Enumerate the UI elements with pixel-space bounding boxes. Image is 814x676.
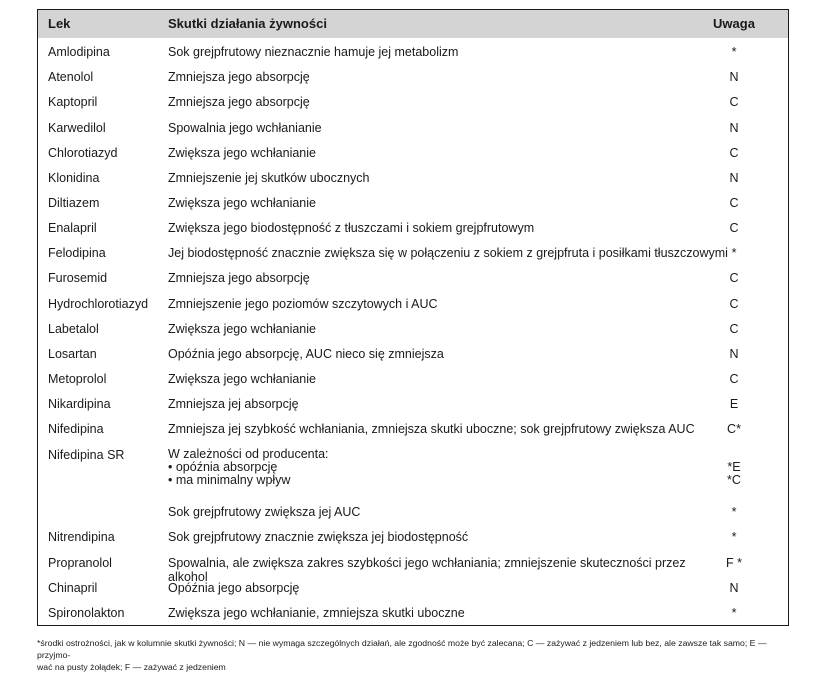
cell-uwaga: C <box>729 146 739 160</box>
drug-food-table <box>37 9 789 626</box>
cell-skutki: Zwiększa jego wchłanianie <box>168 146 316 160</box>
cell-lek: Atenolol <box>48 70 94 84</box>
cell-skutki <box>168 448 728 487</box>
cell-uwaga: N <box>729 70 739 84</box>
cell-skutki: Spowalnia jego wchłanianie <box>168 121 322 135</box>
header-lek: Lek <box>48 16 71 31</box>
cell-uwaga: C <box>729 271 739 285</box>
cell-lek: Propranolol <box>48 556 112 570</box>
cell-lek: Nifedipina <box>48 422 104 436</box>
cell-lek: Nitrendipina <box>48 530 115 544</box>
skutki-intro: W zależności od producenta: <box>168 447 329 461</box>
cell-uwaga: C <box>729 95 739 109</box>
cell-lek: Metoprolol <box>48 372 107 386</box>
cell-skutki: Zwiększa jego wchłanianie, zmniejsza skutki uboczne <box>168 606 465 620</box>
cell-uwaga: E <box>729 397 739 411</box>
cell-lek: Furosemid <box>48 271 108 285</box>
cell-skutki: Sok grejpfrutowy zwiększa jej AUC <box>168 505 361 519</box>
cell-skutki: Jej biodostępność znacznie zwiększa się w połączeniu z sokiem z grejpfruta i posiłkami tłuszczowymi <box>168 246 728 260</box>
footnote-line: *środki ostrożności, jak w kolumnie skutki żywności; N — nie wymaga szczególnych działań, ale zgodność może być zalecana; C — zażywać z jedzeniem lub bez, ale zawsze tak samo; E — przyjmo- <box>37 638 767 660</box>
cell-uwaga: * <box>731 530 737 544</box>
skutki-sub-item: • ma minimalny wpływ <box>168 473 291 487</box>
cell-lek: Amlodipina <box>48 45 110 59</box>
cell-uwaga: * <box>731 246 737 260</box>
cell-uwaga: F * <box>726 556 742 570</box>
cell-lek: Kaptopril <box>48 95 98 109</box>
header-uwaga: Uwaga <box>713 16 755 31</box>
cell-uwaga: N <box>729 347 739 361</box>
cell-uwaga: C <box>729 221 739 235</box>
cell-skutki: Zwiększa jego wchłanianie <box>168 196 316 210</box>
cell-skutki: Opóźnia jego absorpcję, AUC nieco się zmniejsza <box>168 347 444 361</box>
cell-lek: Felodipina <box>48 246 106 260</box>
cell-skutki: Zmniejszenie jego poziomów szczytowych i AUC <box>168 297 438 311</box>
cell-uwaga: C* <box>727 422 741 436</box>
cell-lek: Karwedilol <box>48 121 106 135</box>
skutki-sub-item: • opóźnia absorpcję <box>168 460 278 474</box>
cell-uwaga: * <box>731 606 737 620</box>
cell-uwaga: N <box>729 581 739 595</box>
cell-uwaga: C <box>729 322 739 336</box>
cell-lek: Nikardipina <box>48 397 111 411</box>
cell-skutki: Zwiększa jego wchłanianie <box>168 372 316 386</box>
cell-skutki: Spowalnia, ale zwiększa zakres szybkości jego wchłaniania; zmniejszenie skuteczności przez alkohol <box>168 556 686 584</box>
cell-skutki: Zmniejsza jego absorpcję <box>168 271 310 285</box>
cell-skutki: Zmniejsza jego absorpcję <box>168 70 310 84</box>
header-skutki: Skutki działania żywności <box>168 16 327 31</box>
cell-lek: Enalapril <box>48 221 97 235</box>
cell-uwaga: C <box>729 196 739 210</box>
cell-lek: Spironolakton <box>48 606 125 620</box>
table-header <box>38 10 788 38</box>
cell-skutki: Zmniejsza jej szybkość wchłaniania, zmniejsza skutki uboczne; sok grejpfrutowy zwiększa AUC <box>168 422 695 436</box>
cell-skutki: Sok grejpfrutowy znacznie zwiększa jej biodostępność <box>168 530 469 544</box>
cell-lek: Chlorotiazyd <box>48 146 118 160</box>
cell-uwaga: * <box>731 45 737 59</box>
cell-lek: Chinapril <box>48 581 98 595</box>
cell-uwaga: C <box>729 372 739 386</box>
cell-skutki: Zmniejszenie jej skutków ubocznych <box>168 171 370 185</box>
cell-lek: Nifedipina SR <box>48 448 125 462</box>
cell-lek: Labetalol <box>48 322 99 336</box>
cell-skutki: Zmniejsza jego absorpcję <box>168 95 310 109</box>
cell-uwaga <box>710 448 758 487</box>
uwaga-sub-item: *E <box>727 460 741 474</box>
cell-uwaga: N <box>729 121 739 135</box>
cell-skutki: Zmniejsza jej absorpcję <box>168 397 299 411</box>
cell-skutki: Zwiększa jego biodostępność z tłuszczami i sokiem grejpfrutowym <box>168 221 535 235</box>
cell-uwaga: C <box>729 297 739 311</box>
cell-skutki: Zwiększa jego wchłanianie <box>168 322 316 336</box>
footnote <box>37 637 789 673</box>
cell-skutki: Opóźnia jego absorpcję <box>168 581 300 595</box>
uwaga-sub-item: *C <box>727 473 741 487</box>
cell-lek: Losartan <box>48 347 97 361</box>
cell-lek: Klonidina <box>48 171 100 185</box>
cell-uwaga: N <box>729 171 739 185</box>
cell-uwaga: * <box>731 505 737 519</box>
cell-skutki: Sok grejpfrutowy nieznacznie hamuje jej metabolizm <box>168 45 459 59</box>
cell-lek: Hydrochlorotiazyd <box>48 297 149 311</box>
footnote-line: wać na pusty żołądek; F — zażywać z jedzeniem <box>37 662 226 672</box>
cell-lek: Diltiazem <box>48 196 100 210</box>
